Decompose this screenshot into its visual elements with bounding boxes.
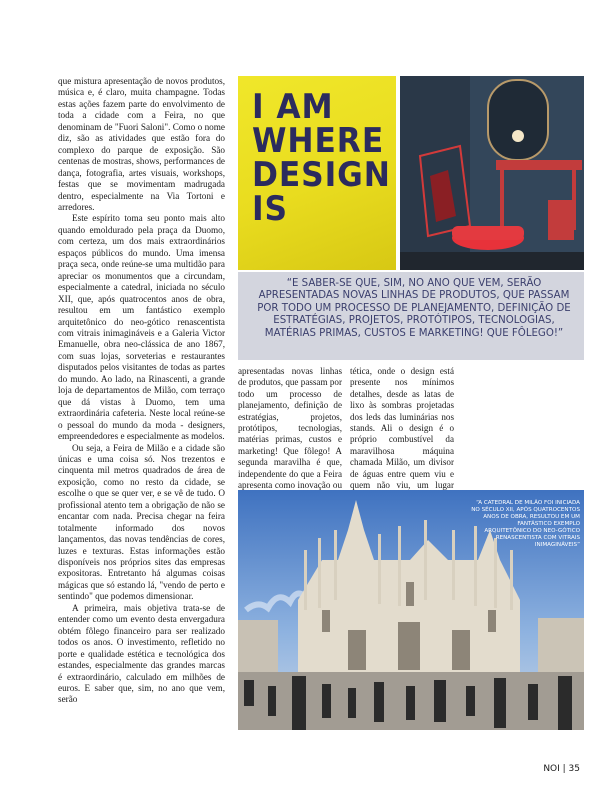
page-folio: NOI | 35 bbox=[543, 764, 580, 774]
paragraph-3: Ou seja, a Feira de Milão e a cidade são únicas e uma coisa só. Nos trezentos e cinquenta mil metros quadrados de área de exposição, como no resto da cidade, se escolhe o que se quer ver, e se vê de tudo. O profissional atento tem a obrigação de não se encantar com nada. Precisa chegar na feira totalmente informado dos novos lançamentos, das novas tendências de cores, luzes e texturas. Estas informações estão disponíveis nos próprios sites das empresas expositoras. Entretanto há algumas coisas mágicas que só estando lá, "vendo de perto e sentindo" que podemos dimensionar. bbox=[58, 442, 225, 602]
article-column-3: tética, onde o design está presente nos mínimos detalhes, desde as latas de lixo às sombras projetadas dos leds das luminárias nos stands. Ali o design é o próprio combustível da maravilhosa máquina chamada Milão, um divisor de águas entre quem viu e quem não viu, um lugar bbox=[350, 366, 454, 491]
poster-text: I AM WHERE DESIGN IS bbox=[252, 87, 391, 229]
paragraph-4: A primeira, mais objetiva trata-se de entender como um evento desta envergadura obtém fôlego financeiro para ser realizado todos os anos. O investimento, refletido no porte e qualidade estética e tecnológica dos estandes, especialmente das grandes marcas é extraordinário, calculado em milhões de euros. E saber que, sim, no ano que vem, serão bbox=[58, 602, 225, 705]
article-column-1 bbox=[58, 76, 225, 706]
furniture-scene-illustration bbox=[400, 76, 584, 270]
pull-quote: “E SABER-SE QUE, SIM, NO ANO QUE VEM, SERÃO APRESENTADAS NOVAS LINHAS DE PRODUTOS, QUE PASSAM POR TODO UM PROCESSO DE PLANEJAMENTO, DEFINIÇÃO DE ESTRATÉGIAS, PROJETOS, PROTÓTIPOS, TECNOLOGIAS, MATÉRIAS PRIMAS, CUSTOS E MARKETING! QUE FÔLEGO!” bbox=[257, 278, 571, 339]
article-column-2: apresentadas novas linhas de produtos, que passam por todo um processo de planejamento, definição de estratégias, projetos, protótipos, tecnologias, matérias primas, custos e marketing! Que fôlego! A segunda maravilha é que, independente do que a Feira apresenta como inovação ou bbox=[238, 366, 342, 491]
poster-photo bbox=[238, 76, 396, 270]
photo-caption: “A CATEDRAL DE MILÃO FOI INICIADA NO SÉCULO XII, APÓS QUATROCENTOS ANOS DE OBRA, RESULTOU EM UM FANTÁSTICO EXEMPLO ARQUITETÔNICO DO NEO-GÓTICO RENASCENTISTA COM VITRAIS INIMAGINÁVEIS” bbox=[471, 500, 580, 548]
furniture-display-photo bbox=[400, 76, 584, 270]
paragraph-1: que mistura apresentação de novos produtos, música e, é claro, muita champagne. Todas estas ações fazem parte do envolvimento de toda a cidade com a Feira, no que denominam de "Fuori Saloni". Como o nome diz, são as atividades que estão fora do complexo do parque de exposição. São centenas de mostras, shows, performances de dança, fotografia, artes visuais, workshops, festas que se movimentam madrugada dentro, especialmente na Via Tortoni e arredores. bbox=[58, 76, 225, 212]
paragraph-2: Este espírito toma seu ponto mais alto quando emoldurado pela praça da Duomo, com certeza, um dos mais extraordinários espaços públicos do mundo. Uma imensa praça seca, onde reúne-se uma multidão para apreciar os monumentos que a circundam, especialmente a catedral, iniciada no século XII, que, após quatrocentos anos de obra, resultou em um fantástico exemplo arquitetônico do neo-gótico renascentista com vitrais inimagináveis e a Galeria Victor Emanuelle, obra neo-clássica de ano 1867, com suas lojas, sorveterias e restaurantes disputados pelos visitantes de todas as partes do mundo. Ao lado, na Rinascenti, a grande loja de departamentos de Milão, com terraço que dá vistas à Duomo, tem uma extraordinária cafeteria. Neste local reúne-se o pessoal do mundo da moda - designers, empreendedores e especialmente as modelos. bbox=[58, 213, 225, 442]
